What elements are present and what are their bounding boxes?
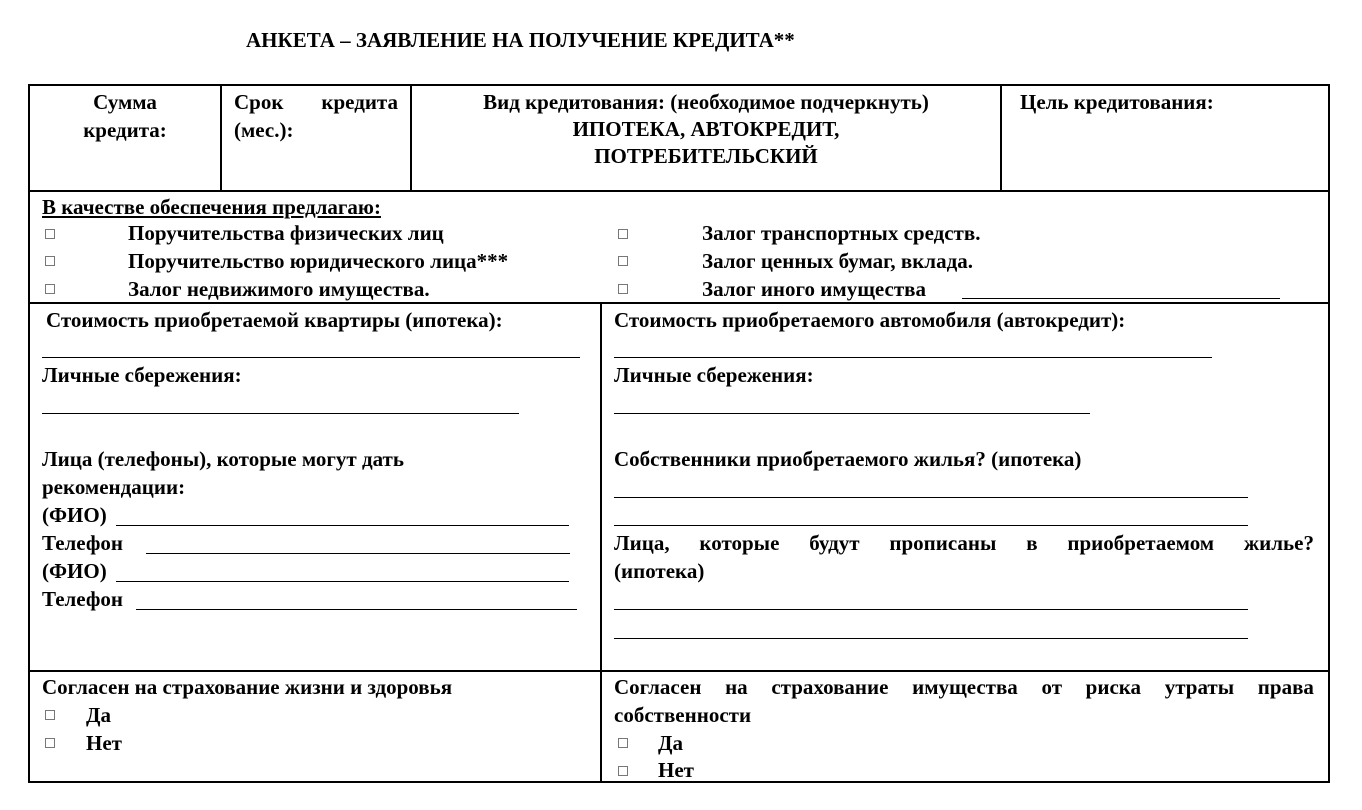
property-word: Согласен <box>614 675 702 699</box>
property-word: права <box>1257 675 1314 699</box>
credit-type-label: Вид кредитования: (необходимое подчеркнуть) <box>483 90 929 114</box>
term-word-2: кредита <box>321 90 398 114</box>
auto-savings-blank[interactable] <box>614 413 1090 414</box>
referees-label-1: Лица (телефоны), которые могут дать <box>42 447 404 471</box>
property-insurance-label-1 <box>614 673 1314 701</box>
form-title: АНКЕТА – ЗАЯВЛЕНИЕ НА ПОЛУЧЕНИЕ КРЕДИТА** <box>246 28 795 52</box>
residents-blank-1[interactable] <box>614 609 1248 610</box>
life-no-label: Нет <box>86 731 122 755</box>
checkbox-securities-pledge[interactable] <box>618 256 628 266</box>
referee-2-fio-label: (ФИО) <box>42 559 107 583</box>
option-individual-guarantee: Поручительства физических лиц <box>128 221 444 245</box>
property-no-label: Нет <box>658 758 694 782</box>
option-securities-pledge: Залог ценных бумаг, вклада. <box>702 249 973 273</box>
residents-word: Лица, <box>614 531 670 555</box>
credit-type-options-1[interactable]: ИПОТЕКА, АВТОКРЕДИТ, <box>572 117 840 141</box>
checkbox-property-no[interactable] <box>618 766 628 776</box>
owners-label: Собственники приобретаемого жилья? (ипотека) <box>614 447 1082 471</box>
checkbox-legal-guarantee[interactable] <box>45 256 55 266</box>
car-cost-blank[interactable] <box>614 357 1212 358</box>
divider-type-purpose <box>1000 84 1002 191</box>
life-insurance-label: Согласен на страхование жизни и здоровья <box>42 675 453 699</box>
residents-label-2: (ипотека) <box>614 559 705 583</box>
life-yes-label: Да <box>86 703 111 727</box>
option-legal-guarantee: Поручительство юридического лица*** <box>128 249 509 273</box>
residents-word: приобретаемом <box>1067 531 1215 555</box>
rule-before-insurance <box>28 670 1330 672</box>
divider-amount-term <box>220 84 222 191</box>
property-yes-label: Да <box>658 731 683 755</box>
auto-savings-label: Личные сбережения: <box>614 363 814 387</box>
term-word-1: Срок <box>234 90 284 114</box>
option-real-estate: Залог недвижимого имущества. <box>128 277 430 301</box>
residents-word: прописаны <box>889 531 997 555</box>
property-insurance-label-2: собственности <box>614 703 752 727</box>
amount-label-1: Сумма <box>93 90 157 114</box>
checkbox-individual-guarantee[interactable] <box>45 229 55 239</box>
apartment-cost-blank[interactable] <box>42 357 580 358</box>
property-word: на <box>725 675 748 699</box>
property-word: риска <box>1085 675 1142 699</box>
property-word: утраты <box>1164 675 1235 699</box>
car-cost-label: Стоимость приобретаемого автомобиля (автокредит): <box>614 308 1126 332</box>
residents-blank-2[interactable] <box>614 638 1248 639</box>
property-word: страхование <box>771 675 889 699</box>
residents-word: в <box>1026 531 1038 555</box>
checkbox-property-yes[interactable] <box>618 738 628 748</box>
checkbox-life-no[interactable] <box>45 738 55 748</box>
purpose-label: Цель кредитования: <box>1020 90 1214 114</box>
divider-columns <box>600 302 602 783</box>
rule-after-header <box>28 190 1330 192</box>
owners-blank-1[interactable] <box>614 497 1248 498</box>
referee-2-fio-blank[interactable] <box>116 581 569 582</box>
residents-word: которые <box>699 531 780 555</box>
checkbox-other-pledge[interactable] <box>618 284 628 294</box>
owners-blank-2[interactable] <box>614 525 1248 526</box>
checkbox-life-yes[interactable] <box>45 710 55 720</box>
residents-label-1 <box>614 529 1314 557</box>
referee-1-fio-label: (ФИО) <box>42 503 107 527</box>
residents-word: будут <box>809 531 860 555</box>
referee-2-phone-label: Телефон <box>42 587 124 611</box>
property-word: от <box>1041 675 1063 699</box>
referees-label-2: рекомендации: <box>42 475 186 499</box>
term-label-2: (мес.): <box>234 118 294 142</box>
referee-1-fio-blank[interactable] <box>116 525 569 526</box>
referee-1-phone-label: Телефон <box>42 531 124 555</box>
checkbox-real-estate[interactable] <box>45 284 55 294</box>
term-label-1 <box>234 88 398 116</box>
option-vehicle-pledge: Залог транспортных средств. <box>702 221 981 245</box>
referee-1-phone-blank[interactable] <box>146 553 570 554</box>
apartment-cost-label: Стоимость приобретаемой квартиры (ипотека): <box>46 308 503 332</box>
residents-word: жилье? <box>1243 531 1314 555</box>
option-other-pledge: Залог иного имущества <box>702 277 926 301</box>
checkbox-vehicle-pledge[interactable] <box>618 229 628 239</box>
mortgage-savings-blank[interactable] <box>42 413 519 414</box>
property-word: имущества <box>912 675 1018 699</box>
collateral-heading: В качестве обеспечения предлагаю: <box>42 195 381 219</box>
amount-label-2: кредита: <box>83 118 167 142</box>
other-pledge-blank[interactable] <box>962 298 1280 299</box>
mortgage-savings-label: Личные сбережения: <box>42 363 242 387</box>
referee-2-phone-blank[interactable] <box>136 609 577 610</box>
credit-type-options-2[interactable]: ПОТРЕБИТЕЛЬСКИЙ <box>594 144 818 168</box>
